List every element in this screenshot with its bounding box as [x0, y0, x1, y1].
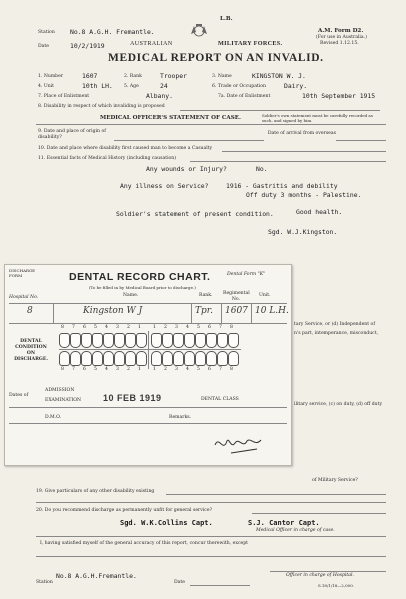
q19-line [166, 494, 386, 495]
disability-line [180, 110, 380, 111]
statement-heading: MEDICAL OFFICER'S STATEMENT OF CASE. [100, 115, 241, 121]
rank-col-label: Rank. [199, 293, 213, 298]
lower-tooth-number: 8 [230, 367, 233, 372]
dental-reg-value: 1607 [225, 306, 248, 316]
q11-line [190, 161, 386, 162]
lower-tooth [92, 351, 103, 366]
age-value: 24 [160, 82, 168, 90]
section-divider [36, 124, 386, 125]
dental-name-value: Kingston W J [83, 306, 143, 316]
lower-tooth-number: 4 [186, 367, 189, 372]
upper-tooth-number: 7 [219, 325, 222, 330]
unit-value: 10th LH. [82, 82, 113, 90]
upper-tooth [81, 333, 92, 348]
lower-tooth-number: 5 [197, 367, 200, 372]
lower-tooth [184, 351, 195, 366]
q11-label: 11. Essential facts of Medical History (including causation) [38, 156, 177, 161]
dental-rank-value: Tpr. [195, 306, 213, 316]
unit-col-label: Unit. [259, 293, 271, 298]
dmo-rule [9, 423, 287, 424]
lower-tooth [228, 351, 239, 366]
upper-tooth-number: 1 [153, 325, 156, 330]
lower-tooth-number: 2 [127, 367, 130, 372]
lower-tooth-number: 3 [175, 367, 178, 372]
arrival-label: Date of arrival from overseas [267, 131, 336, 136]
q10-line [222, 151, 386, 152]
disability-label: 8. Disability in respect of which invaliding is proposed [38, 104, 165, 109]
trade-label: 6. Trade or Occupation [212, 84, 266, 89]
rank-value: Trooper [160, 72, 187, 80]
teeth-chart [59, 325, 239, 381]
upper-tooth [206, 333, 217, 348]
lower-tooth [70, 351, 81, 366]
enlist-place-label: 7. Place of Enlistment [38, 94, 90, 99]
unit-label: 4. Unit [38, 84, 54, 89]
lower-tooth-number: 6 [83, 367, 86, 372]
q9-label: 9. Date and place of origin of disability? [38, 129, 106, 140]
upper-tooth-number: 8 [61, 325, 64, 330]
upper-tooth [136, 333, 147, 348]
upper-tooth [195, 333, 206, 348]
lower-tooth-number: 8 [61, 367, 64, 372]
upper-tooth-number: 7 [72, 325, 75, 330]
dental-form-label: Dental Form "K" [227, 272, 266, 277]
dental-record-card [4, 264, 292, 466]
enlist-date-value: 10th September 1915 [302, 92, 376, 100]
age-label: 5. Age [124, 84, 139, 89]
condition-label-2: CONDITION [15, 345, 47, 350]
form-note-2: Revised 1.12.15. [320, 41, 359, 46]
bottom-station-label: Station [36, 580, 53, 585]
form-number: A.M. Form D2. [318, 28, 364, 34]
duty-clause: ilitary service, (c) on duty, (d) off duty [294, 402, 383, 407]
upper-tooth [184, 333, 195, 348]
name-value: KINGSTON W. J. [252, 72, 306, 80]
condition-label-4: DISCHARGE. [14, 357, 48, 362]
officer-sign-line [270, 571, 386, 572]
upper-tooth-number: 4 [105, 325, 108, 330]
illness-question: Any illness on Service? [120, 182, 209, 190]
examination-label: EXAMINATION [45, 398, 82, 403]
header-rule [9, 303, 287, 304]
officer-label: Officer in charge of Hospital. [286, 573, 354, 578]
col-divider-1 [53, 303, 54, 323]
name-col-label: Name. [123, 293, 139, 298]
lower-tooth [103, 351, 114, 366]
hospital-no-value: 8 [27, 306, 33, 316]
admission-label: ADMISSION [45, 388, 75, 393]
service-clause: tary Service, or (d) Independent of [294, 322, 376, 327]
upper-tooth [151, 333, 162, 348]
report-title: MEDICAL REPORT ON AN INVALID. [108, 52, 324, 64]
bottom-date-line [190, 585, 250, 586]
lower-divider [36, 536, 386, 537]
lower-tooth-number: 4 [105, 367, 108, 372]
coat-of-arms-icon [188, 22, 210, 38]
q9-line [114, 140, 264, 141]
lower-tooth [136, 351, 147, 366]
lower-tooth-number: 7 [72, 367, 75, 372]
dmo-signature-icon [211, 431, 271, 457]
upper-tooth-number: 4 [186, 325, 189, 330]
upper-tooth-number: 6 [208, 325, 211, 330]
upper-tooth [162, 333, 173, 348]
lower-tooth-number: 1 [153, 367, 156, 372]
upper-tooth-number: 2 [127, 325, 130, 330]
condition-label-3: ON [26, 351, 36, 356]
upper-tooth [92, 333, 103, 348]
upper-tooth [59, 333, 70, 348]
upper-tooth-number: 6 [83, 325, 86, 330]
soldier-answer: Good health. [296, 208, 343, 216]
col-divider-3 [221, 303, 222, 323]
upper-tooth [125, 333, 136, 348]
concurrence-line [36, 556, 386, 557]
lower-tooth-number: 6 [208, 367, 211, 372]
dental-subtitle: (To be filled in by Medical Board prior to discharge.) [89, 285, 196, 290]
soldier-signature: Sgd. W.J.Kingston. [268, 228, 338, 236]
dental-unit-value: 10 L.H. [255, 306, 289, 316]
col-divider-4 [251, 303, 252, 323]
remarks-label: Remarks. [169, 415, 192, 420]
lower-tooth [59, 351, 70, 366]
rank-label: 2. Rank [124, 74, 142, 79]
illness-answer-2: Off duty 3 months - Palestine. [246, 191, 362, 199]
lower-tooth [125, 351, 136, 366]
jaw-midline [59, 349, 241, 350]
lower-tooth-number: 7 [219, 367, 222, 372]
military-service-clause: of Military Service? [312, 478, 358, 483]
part-clause: n's part, intemperance, misconduct, [294, 331, 379, 336]
station-label: Station [38, 30, 55, 35]
lower-tooth [173, 351, 184, 366]
wounds-question: Any wounds or Injury? [146, 165, 227, 173]
upper-tooth [173, 333, 184, 348]
dates-rule [9, 407, 287, 408]
dates-of-label: Dates of [9, 393, 29, 398]
lower-tooth [162, 351, 173, 366]
examination-date-stamp: 10 FEB 1919 [103, 393, 162, 403]
upper-tooth-number: 1 [138, 325, 141, 330]
enlist-date-label: 7a. Date of Enlistment [218, 94, 271, 99]
lower-tooth-number: 1 [138, 367, 141, 372]
date-value: 10/2/1919 [70, 42, 105, 50]
lower-tooth [151, 351, 162, 366]
dental-title: DENTAL RECORD CHART. [69, 271, 211, 283]
enlist-place-value: Albany. [146, 92, 173, 100]
reg-col-label: Regimental No. [223, 291, 250, 302]
print-code: S.18/1/18—2,000. [318, 583, 355, 588]
bottom-station-value: No.8 A.G.H.Fremantle. [56, 572, 137, 580]
date-label: Date [38, 44, 49, 49]
lower-tooth-number: 2 [164, 367, 167, 372]
trade-value: Dairy. [284, 82, 308, 90]
bottom-date-label: Date [174, 580, 185, 585]
lower-tooth [81, 351, 92, 366]
discharge-form-label: DISCHARGE FORM [9, 268, 36, 278]
wounds-answer: No. [256, 165, 268, 173]
name-label: 3. Name [212, 74, 232, 79]
q10-label: 10. Date and place where disability first caused man to become a Casualty [38, 146, 213, 151]
medical-officer-label: Medical Officer in charge of case. [256, 528, 335, 533]
form-note-1: (For use in Australia.) [316, 35, 367, 40]
upper-tooth [114, 333, 125, 348]
upper-tooth [70, 333, 81, 348]
upper-tooth-number: 3 [175, 325, 178, 330]
upper-tooth-number: 3 [116, 325, 119, 330]
dental-class-label: DENTAL CLASS [201, 397, 239, 402]
q19-line-2 [36, 502, 386, 503]
statement-note: Soldier's own statement must be carefully recorded as such, and signed by him. [262, 113, 373, 123]
q20-line [252, 513, 386, 514]
lower-tooth-number: 3 [116, 367, 119, 372]
signature-cantor: S.J. Cantor Capt. [248, 519, 320, 527]
signature-collins: Sgd. W.K.Collins Capt. [120, 519, 213, 527]
lower-tooth [206, 351, 217, 366]
station-value: No.8 A.G.H. Fremantle. [70, 28, 155, 36]
number-value: 1607 [82, 72, 98, 80]
jaw-vertical-midline [148, 331, 149, 369]
q20-label: 20. Do you recommend discharge as permanently unfit for general service? [36, 508, 213, 513]
lower-tooth [114, 351, 125, 366]
lower-tooth [217, 351, 228, 366]
upper-tooth-number: 5 [197, 325, 200, 330]
dmo-label: D.M.O. [45, 415, 62, 420]
australian-label: AUSTRALIAN [130, 40, 173, 47]
number-label: 1. Number [38, 74, 64, 79]
illness-answer-1: 1916 - Gastritis and debility [226, 182, 338, 190]
arrival-line [336, 140, 386, 141]
lower-tooth-number: 5 [94, 367, 97, 372]
upper-tooth-number: 2 [164, 325, 167, 330]
col-divider-2 [191, 303, 192, 323]
upper-tooth [103, 333, 114, 348]
military-forces-label: MILITARY FORCES. [218, 40, 283, 47]
upper-tooth-number: 5 [94, 325, 97, 330]
soldier-statement: Soldier's statement of present condition. [116, 210, 274, 218]
upper-tooth [228, 333, 239, 348]
condition-label-1: DENTAL [20, 339, 42, 344]
upper-tooth-number: 8 [230, 325, 233, 330]
concurrence-statement: I, having satisfied myself of the general accuracy of this report, concur therewith, except [40, 541, 249, 546]
header-rule-bottom [9, 323, 287, 324]
upper-tooth [217, 333, 228, 348]
hospital-no-label: Hospital No. [9, 295, 39, 300]
lower-tooth [195, 351, 206, 366]
lb-mark: L.B. [220, 16, 233, 22]
q19-label: 19. Give particulars of any other disability existing [36, 489, 155, 494]
